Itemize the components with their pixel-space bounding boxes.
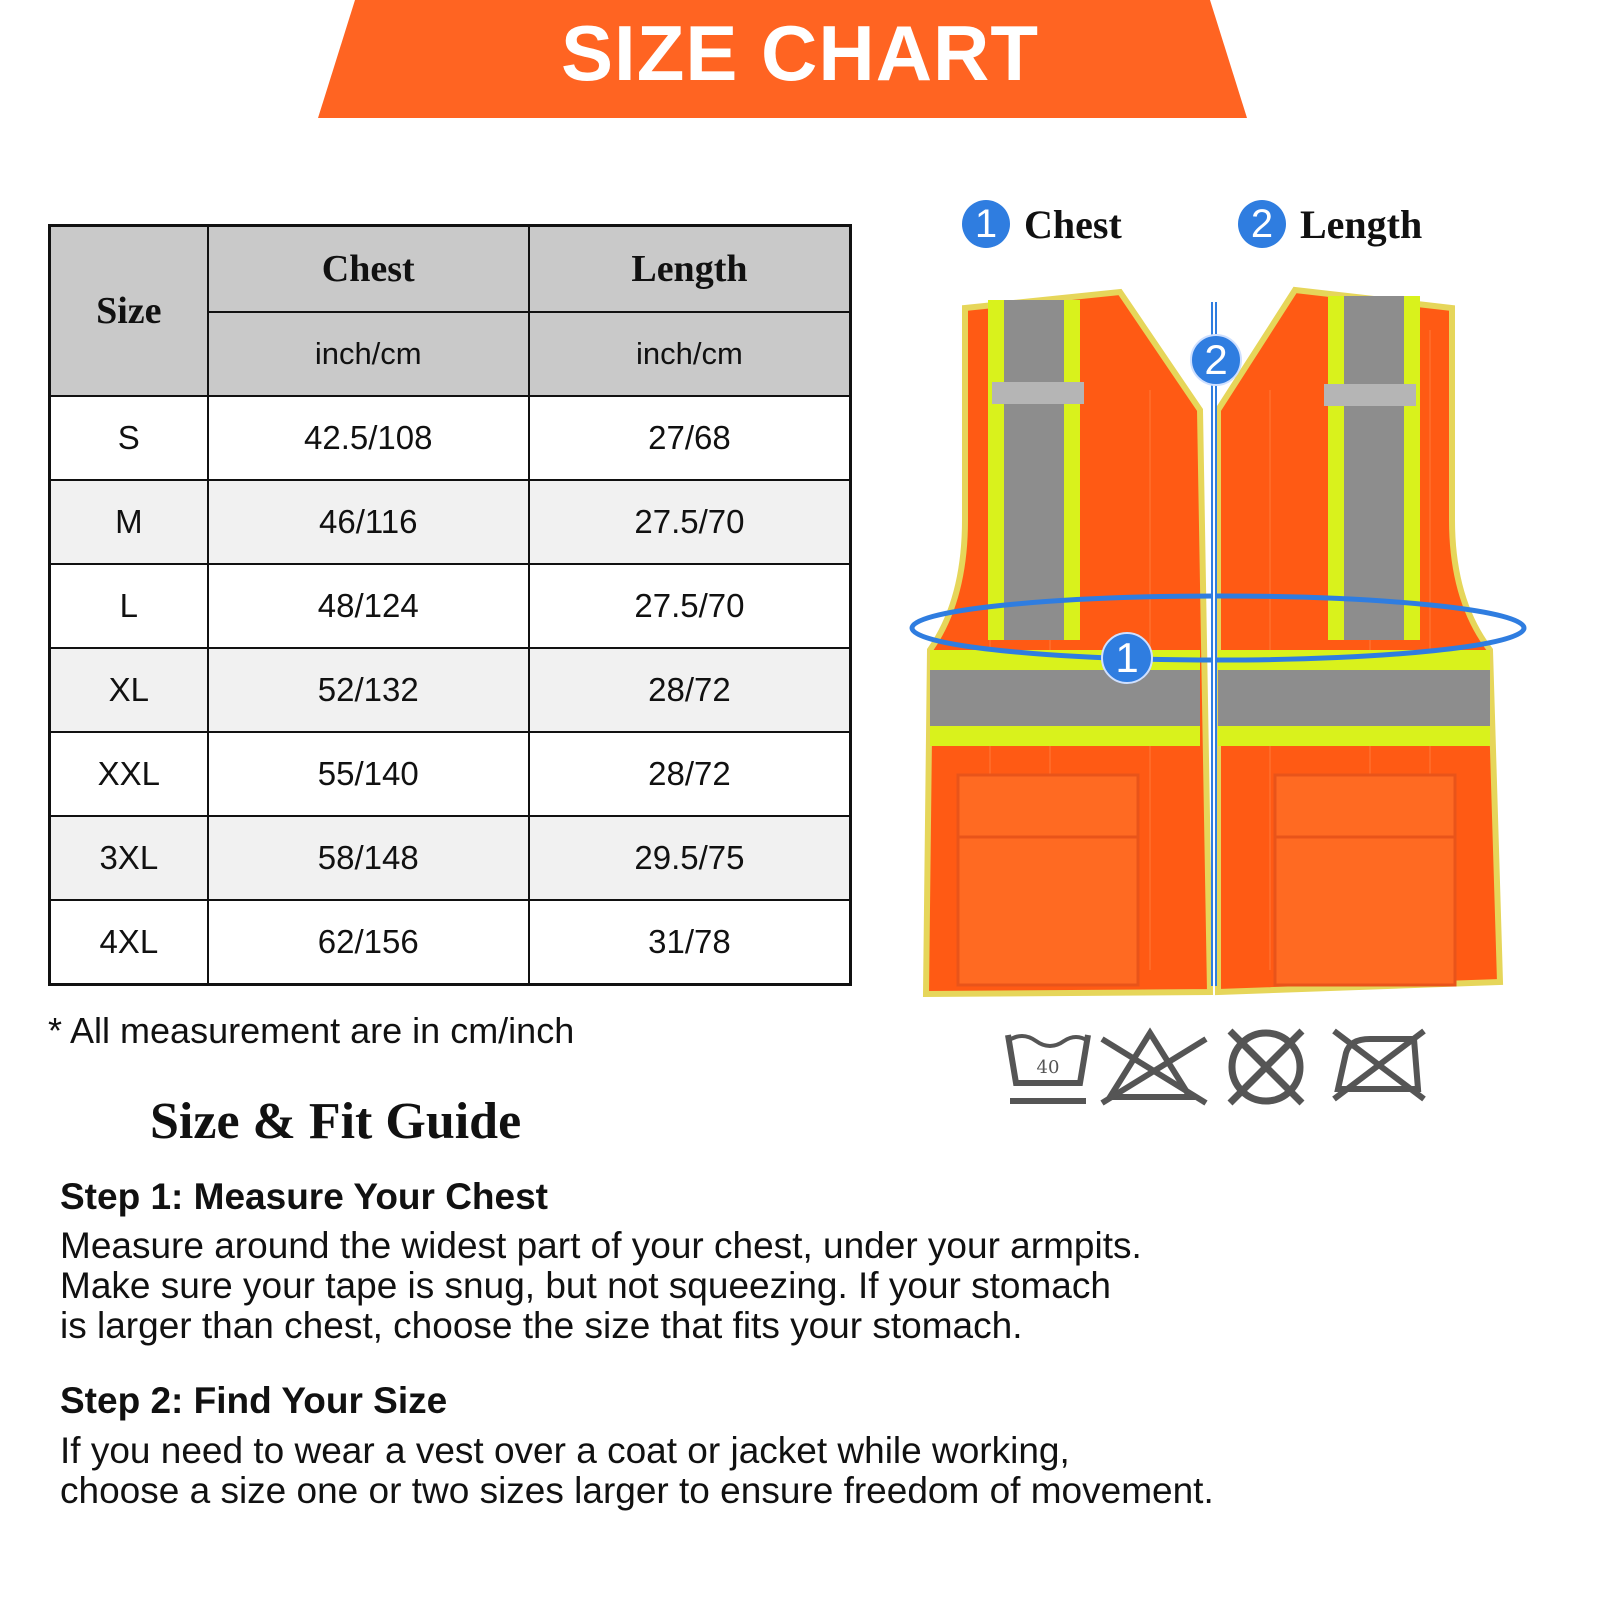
table-row (50, 396, 851, 480)
cell-size: M (50, 480, 208, 564)
header-chest-unit: inch/cm (208, 312, 529, 396)
legend-chest (962, 196, 1122, 252)
page-title: SIZE CHART (561, 9, 1039, 97)
header-chest: Chest (208, 226, 529, 313)
table-row (50, 732, 851, 816)
table-row (50, 816, 851, 900)
cell-size: S (50, 396, 208, 480)
cell-size: 3XL (50, 816, 208, 900)
size-table (48, 224, 852, 986)
measurement-note: * All measurement are in cm/inch (48, 1010, 575, 1051)
guide-title: Size & Fit Guide (150, 1093, 522, 1150)
table-row (50, 648, 851, 732)
cell-chest: 62/156 (208, 900, 529, 985)
step1-line: Make sure your tape is snug, but not squeezing. If your stomach (60, 1265, 1111, 1306)
banner (0, 0, 1600, 120)
cell-length: 28/72 (529, 648, 851, 732)
care-icons (1000, 1025, 1440, 1115)
cell-length: 27/68 (529, 396, 851, 480)
wash-40-icon (1008, 1035, 1088, 1101)
length-number-badge: 2 (1238, 200, 1286, 248)
header-length-unit: inch/cm (529, 312, 851, 396)
cell-size: L (50, 564, 208, 648)
table-row (50, 564, 851, 648)
table-row (50, 900, 851, 985)
cell-chest: 55/140 (208, 732, 529, 816)
wash-temp-label: 40 (1036, 1057, 1060, 1078)
cell-length: 31/78 (529, 900, 851, 985)
cell-chest: 52/132 (208, 648, 529, 732)
step2-body (60, 1431, 1460, 1511)
cell-chest: 46/116 (208, 480, 529, 564)
no-bleach-icon (1102, 1033, 1206, 1103)
step1-body (60, 1226, 1460, 1346)
cell-size: XXL (50, 732, 208, 816)
legend-length (1238, 196, 1422, 252)
chest-number-badge: 1 (962, 200, 1010, 248)
chest-marker: 1 (1101, 632, 1153, 684)
no-iron-icon (1334, 1031, 1424, 1099)
legend-chest-label: Chest (1024, 201, 1122, 247)
cell-length: 28/72 (529, 732, 851, 816)
header-length: Length (529, 226, 851, 313)
cell-size: 4XL (50, 900, 208, 985)
step2-line: choose a size one or two sizes larger to ensure freedom of movement. (60, 1470, 1214, 1511)
cell-length: 29.5/75 (529, 816, 851, 900)
cell-chest: 48/124 (208, 564, 529, 648)
step1-line: is larger than chest, choose the size that fits your stomach. (60, 1305, 1023, 1346)
cell-chest: 42.5/108 (208, 396, 529, 480)
step1-line: Measure around the widest part of your chest, under your armpits. (60, 1225, 1142, 1266)
legend-length-label: Length (1300, 201, 1423, 247)
step2-heading: Step 2: Find Your Size (60, 1380, 448, 1421)
cell-length: 27.5/70 (529, 480, 851, 564)
table-row (50, 480, 851, 564)
cell-size: XL (50, 648, 208, 732)
header-size: Size (50, 226, 208, 397)
cell-length: 27.5/70 (529, 564, 851, 648)
length-marker: 2 (1190, 334, 1242, 386)
step1-heading: Step 1: Measure Your Chest (60, 1176, 548, 1217)
no-tumble-dry-icon (1230, 1031, 1302, 1103)
step2-line: If you need to wear a vest over a coat or jacket while working, (60, 1430, 1070, 1471)
cell-chest: 58/148 (208, 816, 529, 900)
